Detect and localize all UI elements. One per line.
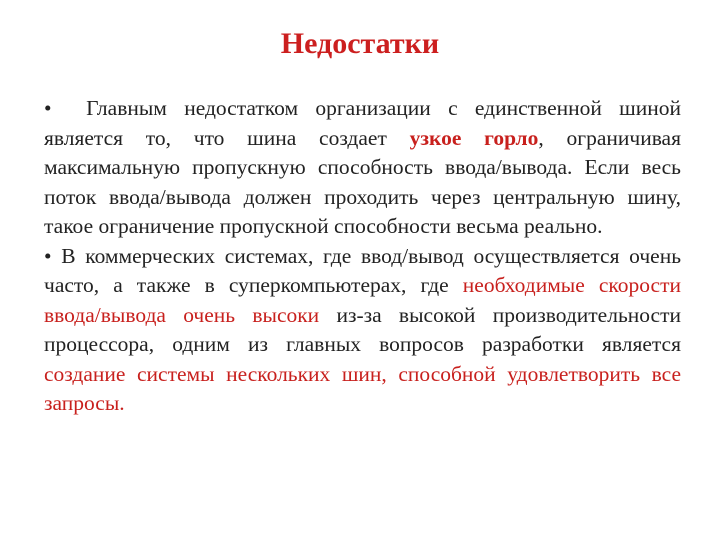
slide-title: Недостатки	[280, 27, 440, 60]
bullet-icon: •	[44, 96, 52, 120]
bullet-item-2	[44, 242, 681, 419]
bullet-2-text-start: В коммерческих системах, где ввод/вывод осуществляется очень часто, а также в суперкомпьютерах, где	[44, 243, 682, 297]
bullet-icon: •	[44, 243, 52, 268]
bullet-2-highlight-multibus: создание системы нескольких шин, способной удовлетворить все запросы.	[44, 361, 681, 415]
bullet-1-text-start: Главным недостатком организации с единственной шиной является то, что шина создает	[44, 96, 681, 150]
bullet-1-highlight-bottleneck: узкое горло	[409, 125, 539, 150]
bullet-item-1	[44, 94, 681, 242]
bullet-2-text-middle: из-за высокой производительности процессора, одним из главных вопросов разработки является	[44, 302, 681, 356]
slide-body	[44, 94, 681, 419]
bullet-1-text-end: , ограничивая максимальную пропускную способность ввода/вывода. Если весь поток ввода/вывода должен проходить через центральную шину, такое ограничение пропускной способности весьма реально.	[44, 125, 681, 238]
bullet-2-highlight-speeds: необходимые скорости ввода/вывода очень высоки	[44, 273, 681, 327]
